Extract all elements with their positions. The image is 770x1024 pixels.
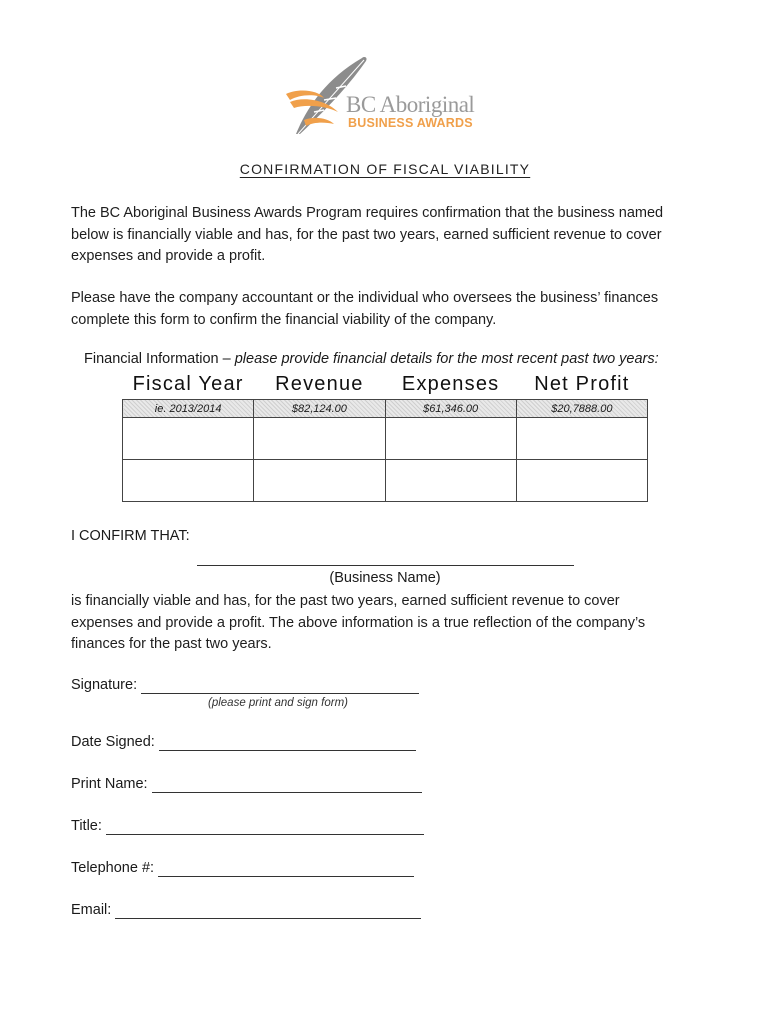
print-name-label: Print Name:: [71, 776, 148, 792]
telephone-label: Telephone #:: [71, 860, 155, 876]
intro-line: below is financially viable and has, for the past two years, earned sufficient revenue to cover: [71, 226, 662, 243]
table-row: [123, 460, 648, 502]
instruction-paragraph: [71, 288, 711, 331]
revenue-cell[interactable]: [254, 460, 385, 502]
date-signed-line[interactable]: [159, 734, 416, 751]
confirm-statement: [71, 591, 711, 656]
table-row: [123, 418, 648, 460]
email-label: Email:: [71, 902, 112, 918]
business-name-line[interactable]: [197, 565, 574, 566]
financial-info-note: please provide financial details for the most recent past two years:: [234, 351, 659, 367]
title-field: [71, 818, 424, 835]
header-expenses: Expenses: [401, 372, 500, 395]
financial-info-prefix: Financial Information –: [84, 351, 235, 367]
signature-hint: (please print and sign form): [208, 697, 348, 709]
instruction-line: Please have the company accountant or the individual who oversees the business’ finances: [71, 290, 659, 306]
expenses-cell[interactable]: [385, 460, 516, 502]
example-fiscal-year: ie. 2013/2014: [123, 400, 254, 418]
telephone-line[interactable]: [158, 860, 414, 877]
telephone-field: [71, 860, 414, 877]
example-net-profit: $20,7888.00: [516, 400, 647, 418]
print-name-line[interactable]: [152, 776, 422, 793]
form-title: [0, 161, 770, 177]
net-profit-cell[interactable]: [516, 460, 647, 502]
signature-field: [71, 677, 419, 694]
statement-line: expenses and provide a profit. The above information is a true reflection of the company’s: [71, 614, 646, 631]
business-name-caption: (Business Name): [329, 570, 441, 586]
fiscal-year-cell[interactable]: [123, 418, 254, 460]
email-field: [71, 902, 421, 919]
table-example-row: [123, 400, 648, 418]
date-signed-field: [71, 734, 416, 751]
signature-line[interactable]: [141, 677, 419, 694]
table-header-row: [123, 369, 648, 400]
financial-table: [122, 369, 648, 502]
title-label: Title:: [71, 818, 102, 834]
header-revenue: Revenue: [275, 372, 364, 395]
date-signed-label: Date Signed:: [71, 734, 155, 750]
statement-line: finances for the past two years.: [71, 636, 272, 652]
header-net-profit: Net Profit: [534, 372, 630, 395]
intro-line: The BC Aboriginal Business Awards Program requires confirmation that the business named: [71, 205, 664, 221]
intro-line: expenses and provide a profit.: [71, 248, 266, 264]
financial-info-label: [84, 351, 659, 367]
print-name-field: [71, 776, 422, 793]
revenue-cell[interactable]: [254, 418, 385, 460]
logo-line2: BUSINESS AWARDS: [348, 116, 473, 130]
statement-line: is financially viable and has, for the past two years, earned sufficient revenue to cover: [71, 593, 620, 609]
signature-label: Signature:: [71, 677, 138, 693]
example-expenses: $61,346.00: [385, 400, 516, 418]
intro-paragraph: [71, 203, 711, 268]
form-title-text: CONFIRMATION OF FISCAL VIABILITY: [239, 161, 531, 177]
instruction-line: complete this form to confirm the financial viability of the company.: [71, 311, 497, 328]
confirm-heading: I CONFIRM THAT:: [71, 528, 190, 544]
example-revenue: $82,124.00: [254, 400, 385, 418]
net-profit-cell[interactable]: [516, 418, 647, 460]
header-fiscal-year: Fiscal Year: [132, 372, 244, 395]
logo-line1: BC Aboriginal: [346, 92, 475, 117]
bc-aboriginal-business-awards-logo: [284, 50, 494, 142]
expenses-cell[interactable]: [385, 418, 516, 460]
fiscal-year-cell[interactable]: [123, 460, 254, 502]
email-line[interactable]: [115, 902, 421, 919]
title-line[interactable]: [106, 818, 424, 835]
